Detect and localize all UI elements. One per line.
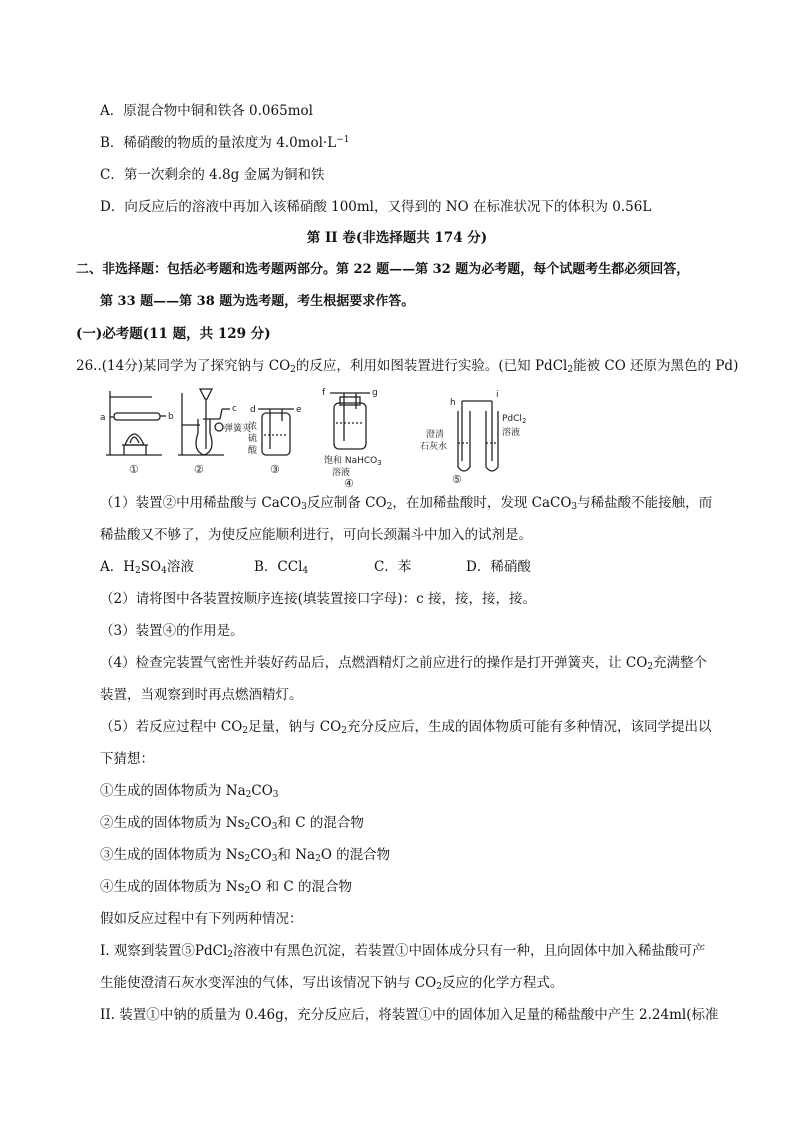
q26-p1-line1	[100, 493, 712, 513]
sub: 3	[301, 502, 307, 512]
section-intro-line1: 二、非选择题：包括必考题和选考题两部分。第 22 题——第 32 题为必考题，每个试题考生都必须回答，	[76, 262, 690, 277]
apparatus-figure	[100, 383, 620, 488]
fig-text: 饱和 NaHCO	[324, 456, 378, 466]
sub: 2	[242, 726, 249, 736]
case1-line1	[100, 941, 706, 961]
apparatus-1	[106, 391, 166, 455]
guess-3	[100, 845, 390, 865]
sub: 2	[436, 982, 442, 992]
text: CO	[250, 815, 272, 831]
sub: 2	[315, 854, 321, 864]
fig-letter-g: g	[372, 388, 378, 398]
fig-conc: 浓	[248, 422, 258, 432]
text: 充满整个	[653, 655, 708, 671]
sub: 4	[161, 566, 167, 576]
text: ④生成的固体物质为 Ns	[100, 879, 245, 895]
text: CO	[250, 847, 272, 863]
apparatus-2	[178, 389, 230, 455]
sub: 2	[567, 365, 574, 375]
sub: 2	[244, 886, 251, 896]
option-b-text: B．稀硝酸的物质的量浓度为 4.0mol·L	[100, 135, 337, 151]
fig-text: PdCl	[502, 414, 522, 424]
option-a: A．原混合物中铜和铁各 0.065mol	[100, 103, 313, 119]
fig-letter-i: i	[496, 390, 499, 400]
text: 反应制备 CO	[306, 495, 387, 511]
text: 与稀盐酸不能接触，而	[577, 495, 713, 511]
sub: 2	[386, 502, 393, 512]
q26-p1-line2: 稀盐酸又不够了，为使反应能顺利进行，可向长颈漏斗中加入的试剂是。	[100, 527, 532, 543]
fig-letter-e: e	[296, 405, 302, 415]
fig-letter-d: d	[250, 405, 256, 415]
text: ③生成的固体物质为 Ns	[100, 847, 245, 863]
option-d: D．向反应后的溶液中再加入该稀硝酸 100ml，又得到的 NO 在标准状况下的体积为 0.56L	[100, 199, 652, 215]
fig-pdcl2	[502, 414, 526, 425]
fig-num-4: ④	[344, 477, 354, 488]
fig-sub: 2	[521, 417, 527, 425]
fig-letter-a: a	[100, 413, 106, 423]
sub: 2	[244, 854, 251, 864]
guess-4	[100, 877, 352, 897]
text: 足量，钠与 CO	[248, 719, 342, 735]
section-title: 第 II 卷(非选择题共 174 分)	[306, 230, 488, 246]
q26-stem	[76, 356, 738, 376]
fig-solution-4: 溶液	[332, 468, 351, 478]
fig-spring-clip: 弹簧夹	[224, 424, 252, 434]
fig-num-2: ②	[194, 463, 204, 476]
fig-saturated-nahco3	[324, 454, 382, 467]
section-intro-line2: 第 33 题——第 38 题为选考题，考生根据要求作答。	[100, 294, 415, 309]
fig-letter-c: c	[232, 404, 237, 414]
q26-p3: （3）装置④的作用是。	[100, 623, 244, 639]
sub: 3	[271, 822, 278, 832]
sub: 2	[341, 726, 347, 736]
text: O 的混合物	[320, 847, 391, 863]
sub: 2	[227, 950, 234, 960]
sub: 2	[290, 365, 296, 375]
fig-letter-h: h	[450, 398, 456, 408]
sub: 2	[135, 566, 141, 576]
text: （1）装置②中用稀盐酸与 CaCO	[100, 495, 302, 511]
q26-p5-line1	[100, 717, 711, 737]
fig-sulfuric: 硫	[248, 434, 258, 444]
fig-letter-b: b	[168, 412, 174, 422]
q26-p5-line2: 下猜想：	[100, 751, 154, 767]
q26-p4-line2: 装置，当观察到时再点燃酒精灯。	[100, 687, 303, 703]
stem-part: 能被 CO 还原为黑色的 Pd)	[573, 358, 739, 374]
fig-num-3: ③	[270, 463, 280, 476]
guess-1	[100, 781, 279, 801]
option-b	[100, 133, 349, 153]
text: 溶液中有黑色沉淀，若装置①中固体成分只有一种，且向固体中加入稀盐酸可产	[233, 943, 706, 959]
sub: 2	[244, 822, 251, 832]
text: ②生成的固体物质为 Ns	[100, 815, 245, 831]
q26-p4-line1	[100, 653, 707, 673]
text: CO	[251, 783, 273, 799]
text: （4）检查完装置气密性并装好药品后，点燃酒精灯之前应进行的操作是打开弹簧夹，让 CO	[100, 655, 648, 671]
apparatus-4	[330, 393, 370, 449]
text: 反应的化学方程式。	[441, 975, 564, 991]
sub: 3	[571, 502, 578, 512]
fig-pdcl2-solution: 溶液	[502, 428, 521, 438]
required-heading: (一)必考题(11 题，共 129 分)	[76, 326, 271, 342]
text: B．CCl	[254, 559, 303, 575]
text: （5）若反应过程中 CO	[100, 719, 243, 735]
case2-line1: II. 装置①中钠的质量为 0.46g，充分反应后，将装置①中的固体加入足量的稀盐酸中产生 2.24ml(标准	[100, 1007, 719, 1023]
text: ①生成的固体物质为 Na	[100, 783, 246, 799]
sub: 2	[647, 662, 654, 672]
stem-part: 26..(14分)某同学为了探究钠与 CO	[76, 358, 291, 374]
apparatus-3	[258, 409, 294, 455]
q26-p1-opt-a	[100, 557, 194, 577]
assume-line: 假如反应过程中有下列两种情况：	[100, 911, 303, 927]
sub: 3	[272, 790, 279, 800]
fig-sub: 3	[377, 459, 382, 467]
q26-p1-opt-c: C．苯	[374, 559, 412, 575]
fig-clear: 澄清	[426, 430, 445, 440]
sub: 2	[245, 790, 252, 800]
text: 充分反应后，生成的固体物质可能有多种情况，该同学提出以	[346, 719, 712, 735]
text: 和 C 的混合物	[277, 815, 364, 831]
text: SO	[140, 559, 162, 575]
text: 生能使澄清石灰水变浑浊的气体，写出该情况下钠与 CO	[100, 975, 437, 991]
option-b-sup: −1	[336, 135, 350, 145]
fig-num-1: ①	[129, 463, 139, 476]
text: 溶液	[166, 559, 194, 575]
fig-limewater: 石灰水	[420, 442, 448, 452]
apparatus-5	[458, 401, 498, 471]
q26-p1-opt-b	[254, 557, 308, 577]
text: 和 Na	[277, 847, 316, 863]
q26-p2: （2）请将图中各装置按顺序连接(填装置接口字母)：c 接，接，接，接。	[100, 591, 536, 607]
guess-2	[100, 813, 364, 833]
fig-num-5: ⑤	[452, 473, 462, 486]
fig-acid: 酸	[248, 446, 258, 456]
case1-line2	[100, 973, 563, 993]
text: ，在加稀盐酸时，发现 CaCO	[392, 495, 572, 511]
q26-p1-opt-d: D．稀硝酸	[466, 559, 531, 575]
fig-letter-f: f	[322, 388, 326, 398]
text: O 和 C 的混合物	[250, 879, 353, 895]
option-c: C．第一次剩余的 4.8g 金属为铜和铁	[100, 167, 325, 183]
text: I. 观察到装置⑤PdCl	[100, 943, 228, 959]
text: A．H	[100, 559, 136, 575]
sub: 3	[271, 854, 278, 864]
stem-part: 的反应，利用如图装置进行实验。(已知 PdCl	[295, 358, 568, 374]
sub: 4	[302, 566, 309, 576]
